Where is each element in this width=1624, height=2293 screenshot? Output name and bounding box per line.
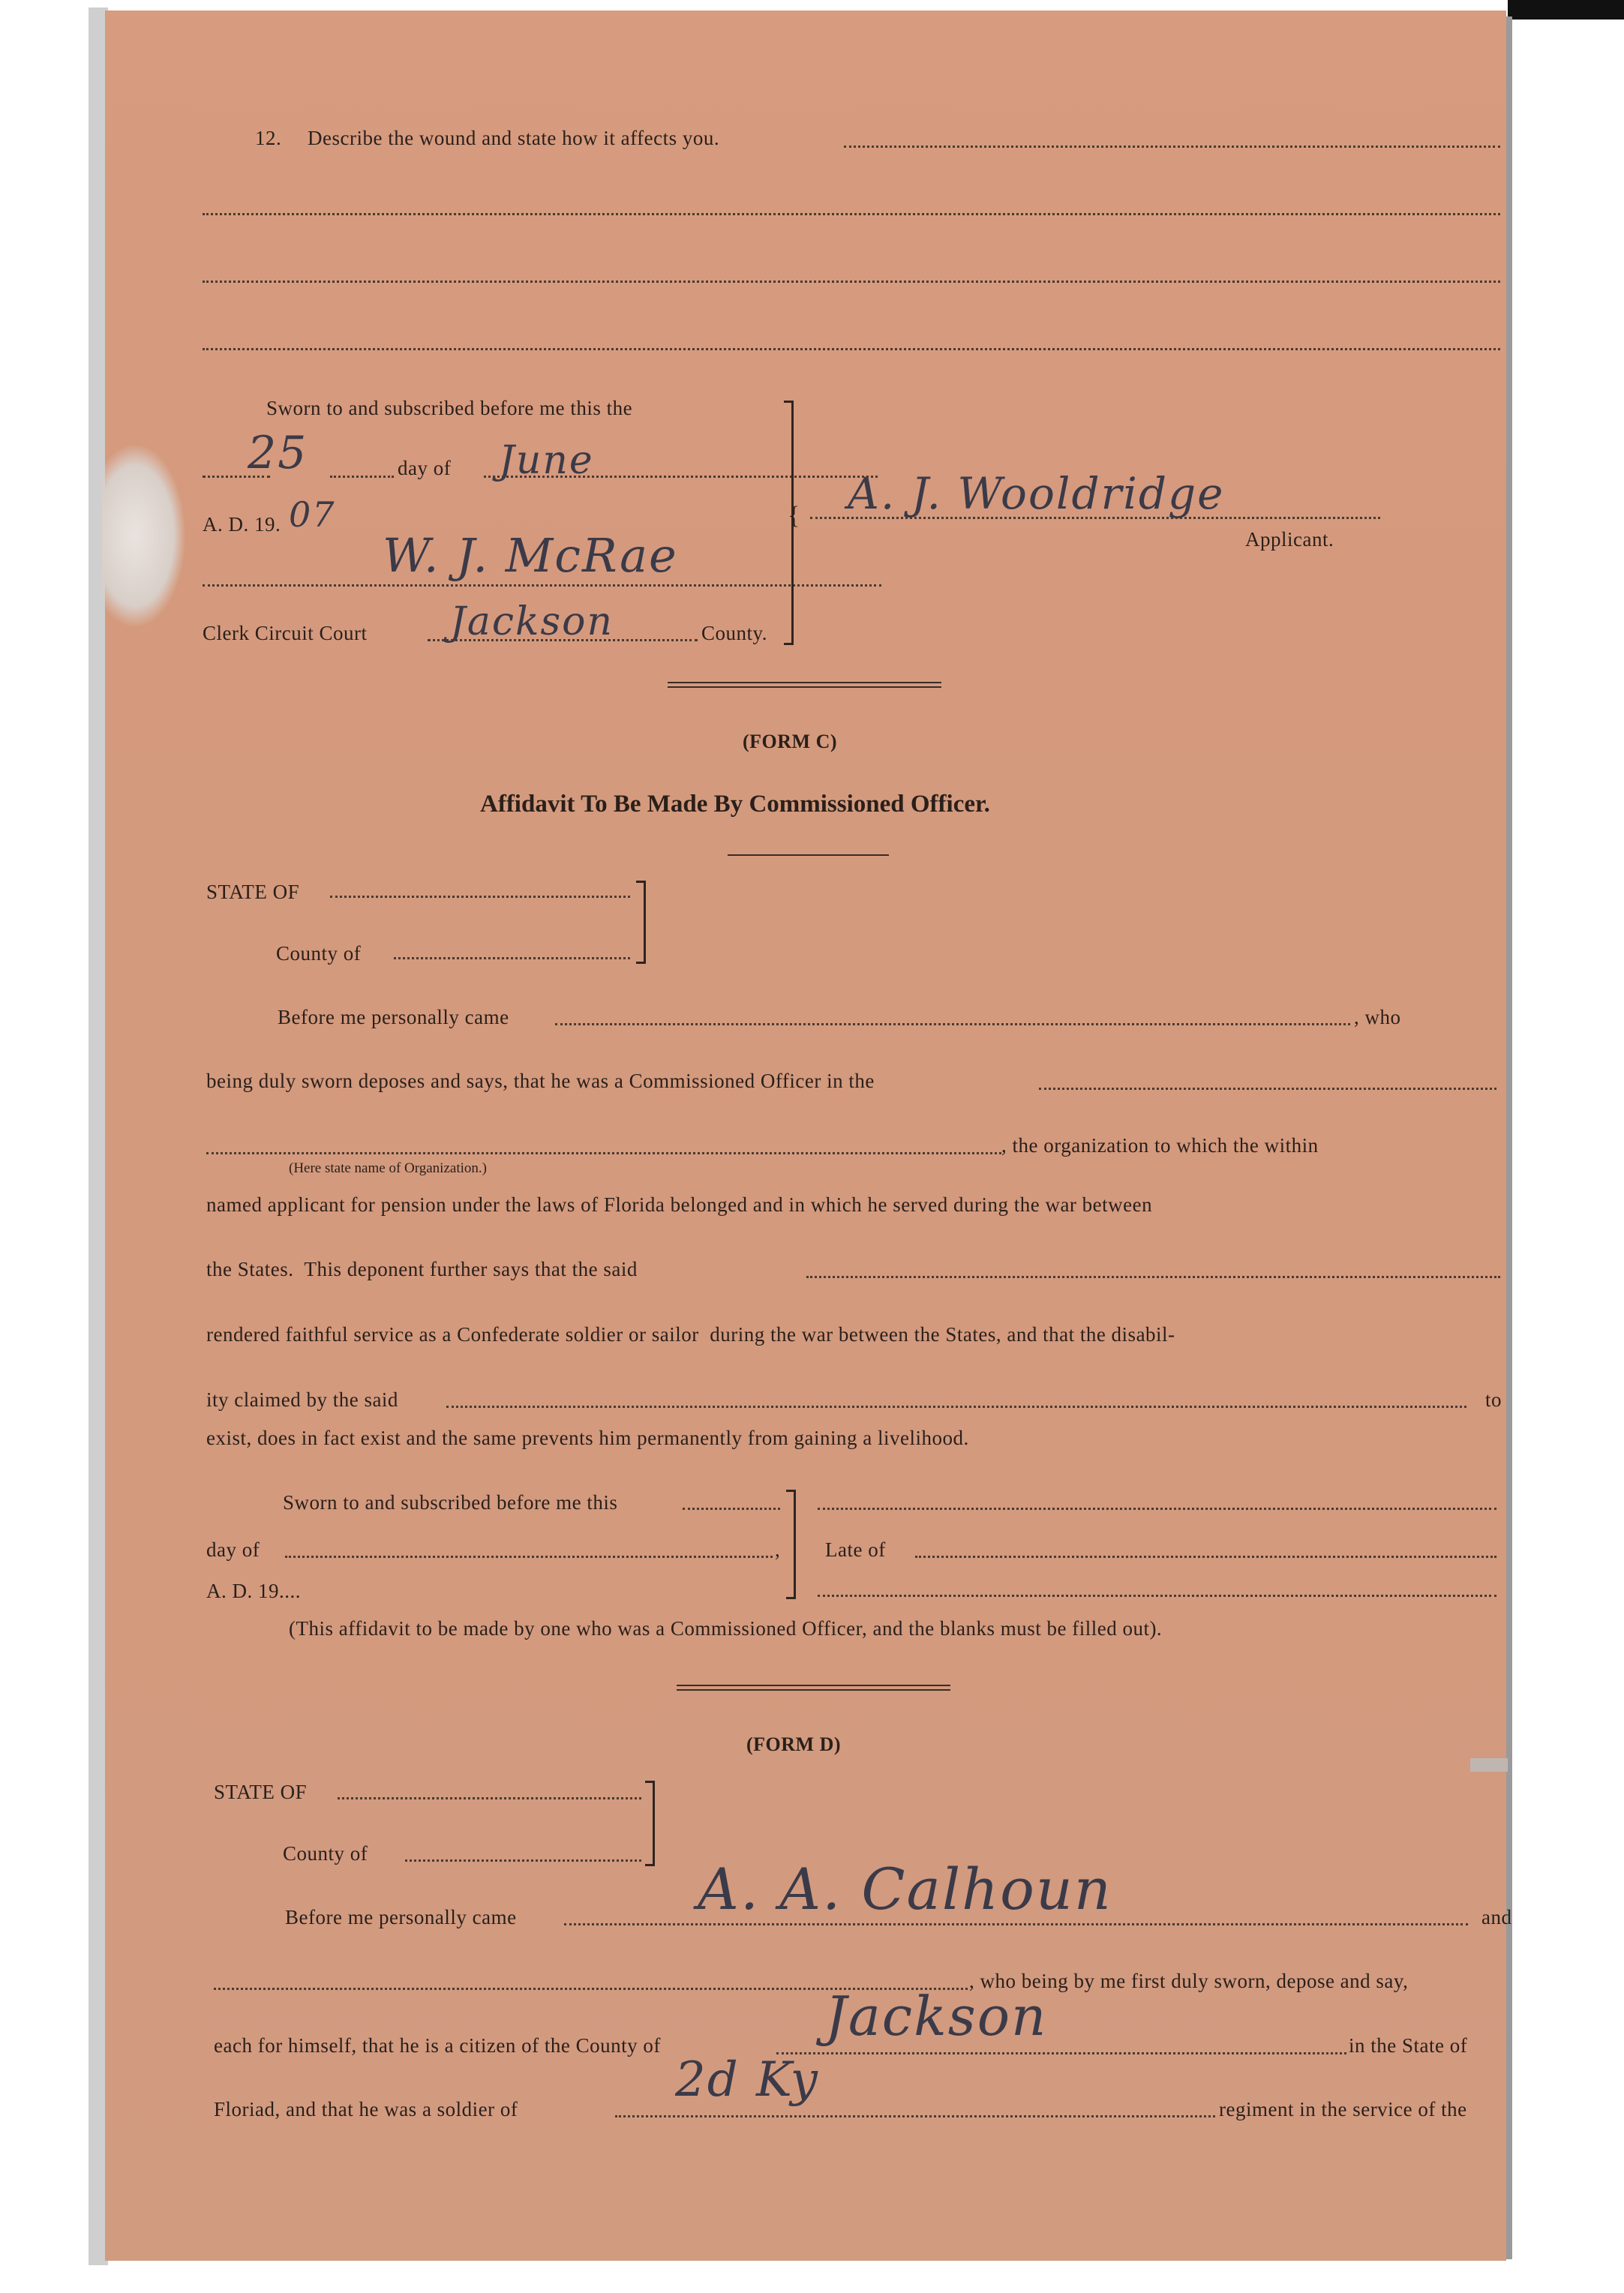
form-d-state-label: STATE OF	[214, 1781, 308, 1803]
form-c-line-4: named applicant for pension under the laws of Florida belonged and in which he served during the war between	[206, 1193, 1153, 1216]
brace-point: {	[788, 502, 800, 530]
form-c-title: Affidavit To Be Made By Commissioned Officer.	[480, 791, 990, 818]
applicant-signature: A. J. Wooldridge	[848, 468, 1225, 519]
form-c-line-8: exist, does in fact exist and the same prevents him permanently from gaining a livelihood.	[206, 1427, 969, 1449]
form-c-who: , who	[1354, 1006, 1401, 1028]
form-d-label: (FORM D)	[746, 1733, 842, 1755]
form-c-officer-field	[1039, 1088, 1496, 1090]
month-value: June	[499, 438, 594, 483]
day-value: 25	[248, 427, 308, 479]
form-c-late-of-field	[915, 1556, 1496, 1558]
form-d-county-field	[405, 1859, 641, 1862]
answer-line-4	[203, 348, 1500, 350]
answer-line-3	[203, 281, 1500, 283]
form-d-regiment-value: 2d Ky	[675, 2052, 819, 2108]
form-c-to: to	[1485, 1388, 1502, 1411]
form-d-before-me: Before me personally came	[285, 1906, 517, 1928]
answer-line-1	[844, 146, 1500, 148]
ad-label: A. D. 19.	[203, 513, 281, 536]
answer-line-2	[203, 213, 1500, 215]
county-label: County.	[701, 622, 768, 644]
form-d-county-label: County of	[283, 1842, 368, 1865]
form-c-day-of: day of	[206, 1538, 260, 1561]
section-divider-1	[668, 682, 941, 688]
form-c-ad: A. D. 19....	[206, 1580, 301, 1602]
question-number: 12.	[255, 127, 282, 149]
form-c-org-tail: , the organization to which the within	[1001, 1134, 1319, 1157]
paper-tear	[102, 446, 185, 626]
form-c-sworn: Sworn to and subscribed before me this	[283, 1491, 618, 1514]
form-c-sworn-field	[683, 1508, 780, 1510]
form-c-line-7: ity claimed by the said	[206, 1388, 398, 1411]
form-d-county-value: Jackson	[825, 1985, 1048, 2048]
form-c-line-5: the States. This deponent further says that the said	[206, 1258, 638, 1280]
form-d-state-brace	[645, 1781, 655, 1866]
form-c-before-me: Before me personally came	[278, 1006, 509, 1028]
form-c-organization-field	[206, 1152, 1001, 1154]
form-d-line-2-tail: , who being by me first duly sworn, depose and say,	[969, 1970, 1409, 1992]
form-d-county-of-field	[776, 2052, 1346, 2054]
form-c-org-note: (Here state name of Organization.)	[289, 1160, 487, 1176]
form-c-state-brace	[636, 881, 646, 964]
form-d-state-field	[338, 1797, 641, 1799]
form-c-disability-field	[446, 1406, 1466, 1408]
form-d-came-value: A. A. Calhoun	[698, 1856, 1112, 1922]
question-text: Describe the wound and state how it affects you.	[308, 127, 720, 149]
document-page	[105, 11, 1512, 2261]
sworn-text: Sworn to and subscribed before me this the	[266, 397, 633, 419]
form-c-sworn-brace	[786, 1490, 796, 1599]
form-c-county-field	[394, 957, 630, 959]
form-c-line-6: rendered faithful service as a Confederate soldier or sailor during the war between the States, and that the disabil-	[206, 1323, 1175, 1346]
form-d-line-4-head: Floriad, and that he was a soldier of	[214, 2098, 518, 2120]
form-c-county-label: County of	[276, 942, 362, 965]
form-c-note: (This affidavit to be made by one who was a Commissioned Officer, and the blanks must be filled out).	[289, 1617, 1163, 1640]
form-d-line-3-tail: in the State of	[1349, 2034, 1468, 2057]
year-value: 07	[289, 494, 336, 535]
form-d-and: and	[1481, 1906, 1512, 1928]
form-c-officer-signature	[818, 1508, 1496, 1510]
form-c-late-of: Late of	[825, 1538, 886, 1561]
applicant-label: Applicant.	[1245, 528, 1334, 551]
clerk-signature-line	[203, 584, 881, 587]
form-d-line-3-head: each for himself, that he is a citizen of the County of	[214, 2034, 661, 2057]
clerk-signature: W. J. McRae	[383, 528, 678, 583]
section-divider-2	[677, 1685, 950, 1691]
day-dots-right	[330, 476, 394, 478]
scan-top-bar	[1508, 0, 1624, 20]
form-c-state-field	[330, 896, 630, 898]
form-c-line-2: being duly sworn deposes and says, that he was a Commissioned Officer in the	[206, 1070, 875, 1092]
form-c-label: (FORM C)	[743, 731, 838, 752]
form-d-name-field	[564, 1923, 1468, 1925]
form-c-day-field	[285, 1556, 773, 1558]
form-d-line-4-tail: regiment in the service of the	[1219, 2098, 1467, 2120]
form-c-name-field	[555, 1023, 1350, 1025]
county-value: Jackson	[450, 599, 614, 644]
form-d-regiment-field	[615, 2115, 1215, 2117]
form-c-said-field	[806, 1276, 1500, 1278]
title-underline	[728, 854, 889, 856]
form-c-comma: ,	[775, 1538, 781, 1561]
day-of-label: day of	[398, 457, 452, 479]
form-c-late-of-field-2	[818, 1595, 1496, 1597]
tape-fragment	[1470, 1758, 1508, 1772]
form-c-state-label: STATE OF	[206, 881, 300, 903]
clerk-label: Clerk Circuit Court	[203, 622, 368, 644]
